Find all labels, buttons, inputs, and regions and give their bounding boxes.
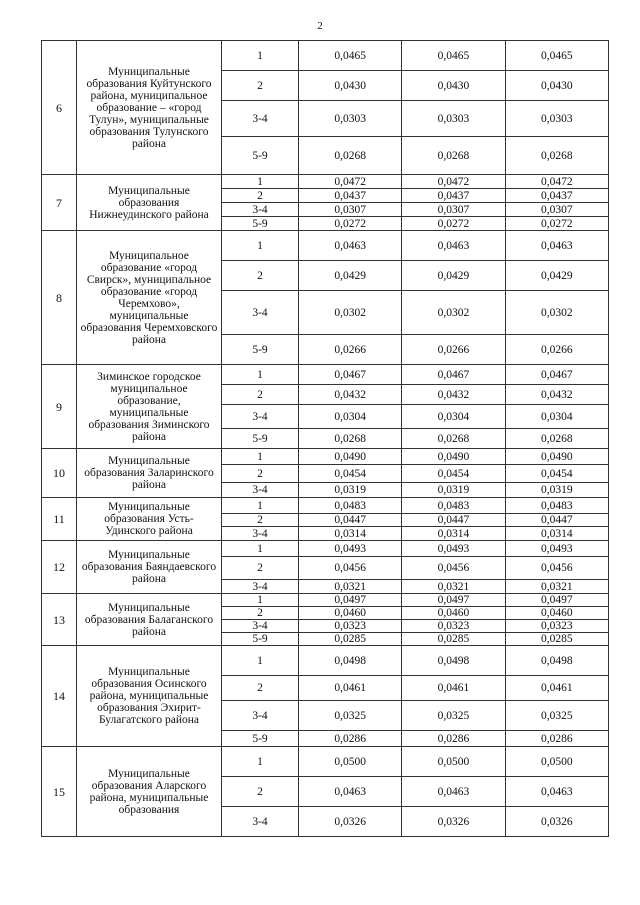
municipality-name: Муниципальные образования Баяндаевского района: [77, 541, 222, 594]
municipality-name: Муниципальные образования Нижнеудинского района: [77, 175, 222, 231]
value-cell: 0,0497: [402, 594, 505, 607]
class-cell: 2: [222, 71, 299, 101]
value-cell: 0,0454: [402, 465, 505, 483]
value-cell: 0,0319: [402, 483, 505, 498]
group-number: 7: [42, 175, 77, 231]
class-cell: 3-4: [222, 203, 299, 217]
class-cell: 2: [222, 607, 299, 620]
class-cell: 2: [222, 557, 299, 580]
municipality-name: Муниципальные образования Осинского района, муниципальные образования Эхирит-Булагатского района: [77, 646, 222, 747]
value-cell: 0,0483: [505, 498, 608, 514]
value-cell: 0,0500: [505, 747, 608, 777]
municipality-name: Муниципальные образования Заларинского района: [77, 449, 222, 498]
value-cell: 0,0447: [402, 514, 505, 527]
value-cell: 0,0429: [402, 261, 505, 291]
value-cell: 0,0461: [402, 676, 505, 701]
class-cell: 3-4: [222, 701, 299, 731]
value-cell: 0,0430: [505, 71, 608, 101]
value-cell: 0,0285: [505, 633, 608, 646]
value-cell: 0,0498: [402, 646, 505, 676]
value-cell: 0,0325: [505, 701, 608, 731]
value-cell: 0,0272: [299, 217, 402, 231]
value-cell: 0,0432: [505, 385, 608, 405]
value-cell: 0,0498: [299, 646, 402, 676]
class-cell: 1: [222, 41, 299, 71]
value-cell: 0,0456: [299, 557, 402, 580]
value-cell: 0,0437: [299, 189, 402, 203]
value-cell: 0,0483: [299, 498, 402, 514]
value-cell: 0,0460: [505, 607, 608, 620]
value-cell: 0,0463: [505, 231, 608, 261]
value-cell: 0,0463: [299, 777, 402, 807]
table-row: [42, 231, 609, 261]
value-cell: 0,0467: [299, 365, 402, 385]
class-cell: 3-4: [222, 291, 299, 335]
group-number: 14: [42, 646, 77, 747]
class-cell: 2: [222, 514, 299, 527]
value-cell: 0,0307: [402, 203, 505, 217]
value-cell: 0,0472: [402, 175, 505, 189]
table-row: [42, 498, 609, 514]
value-cell: 0,0314: [505, 527, 608, 541]
class-cell: 5-9: [222, 137, 299, 175]
value-cell: 0,0303: [299, 101, 402, 137]
class-cell: 5-9: [222, 335, 299, 365]
value-cell: 0,0467: [505, 365, 608, 385]
municipality-name: Муниципальное образование «город Свирск», муниципальное образование «город Черемхово», муниципальные образования Черемховского района: [77, 231, 222, 365]
value-cell: 0,0493: [505, 541, 608, 557]
value-cell: 0,0490: [402, 449, 505, 465]
municipality-name: Муниципальные образования Балаганского района: [77, 594, 222, 646]
value-cell: 0,0321: [505, 580, 608, 594]
value-cell: 0,0472: [299, 175, 402, 189]
value-cell: 0,0302: [505, 291, 608, 335]
value-cell: 0,0432: [402, 385, 505, 405]
value-cell: 0,0454: [299, 465, 402, 483]
value-cell: 0,0465: [299, 41, 402, 71]
value-cell: 0,0307: [299, 203, 402, 217]
value-cell: 0,0314: [299, 527, 402, 541]
value-cell: 0,0437: [402, 189, 505, 203]
value-cell: 0,0463: [505, 777, 608, 807]
value-cell: 0,0302: [402, 291, 505, 335]
value-cell: 0,0430: [402, 71, 505, 101]
group-number: 12: [42, 541, 77, 594]
table-row: [42, 175, 609, 189]
value-cell: 0,0429: [299, 261, 402, 291]
value-cell: 0,0465: [402, 41, 505, 71]
value-cell: 0,0456: [402, 557, 505, 580]
class-cell: 2: [222, 385, 299, 405]
municipality-name: Муниципальные образования Куйтунского района, муниципальное образование – «город Тулун», муниципальные образования Тулунского района: [77, 41, 222, 175]
municipality-name: Муниципальные образования Усть-Удинского района: [77, 498, 222, 541]
value-cell: 0,0498: [505, 646, 608, 676]
group-number: 10: [42, 449, 77, 498]
class-cell: 3-4: [222, 807, 299, 837]
value-cell: 0,0303: [402, 101, 505, 137]
value-cell: 0,0268: [402, 137, 505, 175]
value-cell: 0,0319: [505, 483, 608, 498]
class-cell: 3-4: [222, 405, 299, 429]
value-cell: 0,0497: [505, 594, 608, 607]
value-cell: 0,0304: [402, 405, 505, 429]
value-cell: 0,0272: [505, 217, 608, 231]
value-cell: 0,0454: [505, 465, 608, 483]
value-cell: 0,0323: [402, 620, 505, 633]
value-cell: 0,0268: [299, 429, 402, 449]
group-number: 6: [42, 41, 77, 175]
class-cell: 3-4: [222, 527, 299, 541]
group-number: 11: [42, 498, 77, 541]
value-cell: 0,0463: [402, 231, 505, 261]
value-cell: 0,0463: [402, 777, 505, 807]
class-cell: 1: [222, 541, 299, 557]
value-cell: 0,0432: [299, 385, 402, 405]
value-cell: 0,0325: [299, 701, 402, 731]
value-cell: 0,0472: [505, 175, 608, 189]
value-cell: 0,0304: [505, 405, 608, 429]
value-cell: 0,0323: [505, 620, 608, 633]
class-cell: 1: [222, 175, 299, 189]
class-cell: 2: [222, 261, 299, 291]
value-cell: 0,0268: [505, 137, 608, 175]
value-cell: 0,0430: [299, 71, 402, 101]
class-cell: 2: [222, 676, 299, 701]
table-row: [42, 541, 609, 557]
page-number: 2: [317, 20, 323, 32]
class-cell: 1: [222, 449, 299, 465]
value-cell: 0,0490: [505, 449, 608, 465]
value-cell: 0,0326: [299, 807, 402, 837]
value-cell: 0,0465: [505, 41, 608, 71]
value-cell: 0,0325: [402, 701, 505, 731]
value-cell: 0,0286: [505, 731, 608, 747]
value-cell: 0,0285: [299, 633, 402, 646]
value-cell: 0,0460: [299, 607, 402, 620]
class-cell: 3-4: [222, 580, 299, 594]
class-cell: 3-4: [222, 620, 299, 633]
value-cell: 0,0268: [402, 429, 505, 449]
value-cell: 0,0493: [299, 541, 402, 557]
value-cell: 0,0497: [299, 594, 402, 607]
value-cell: 0,0302: [299, 291, 402, 335]
table-row: [42, 449, 609, 465]
class-cell: 2: [222, 465, 299, 483]
value-cell: 0,0500: [299, 747, 402, 777]
group-number: 13: [42, 594, 77, 646]
value-cell: 0,0437: [505, 189, 608, 203]
value-cell: 0,0266: [402, 335, 505, 365]
municipality-name: Муниципальные образования Аларского района, муниципальные образования: [77, 747, 222, 837]
class-cell: 1: [222, 498, 299, 514]
municipality-name: Зиминское городское муниципальное образование, муниципальные образования Зиминского района: [77, 365, 222, 449]
value-cell: 0,0268: [299, 137, 402, 175]
value-cell: 0,0319: [299, 483, 402, 498]
value-cell: 0,0463: [299, 231, 402, 261]
coefficients-table: [41, 40, 609, 837]
value-cell: 0,0303: [505, 101, 608, 137]
value-cell: 0,0461: [299, 676, 402, 701]
value-cell: 0,0323: [299, 620, 402, 633]
class-cell: 2: [222, 777, 299, 807]
class-cell: 1: [222, 646, 299, 676]
value-cell: 0,0467: [402, 365, 505, 385]
class-cell: 1: [222, 594, 299, 607]
class-cell: 5-9: [222, 731, 299, 747]
group-number: 9: [42, 365, 77, 449]
class-cell: 3-4: [222, 483, 299, 498]
table-row: [42, 646, 609, 676]
value-cell: 0,0268: [505, 429, 608, 449]
table-row: [42, 594, 609, 607]
group-number: 8: [42, 231, 77, 365]
value-cell: 0,0447: [299, 514, 402, 527]
table-row: [42, 41, 609, 71]
class-cell: 1: [222, 365, 299, 385]
value-cell: 0,0307: [505, 203, 608, 217]
value-cell: 0,0429: [505, 261, 608, 291]
value-cell: 0,0460: [402, 607, 505, 620]
value-cell: 0,0483: [402, 498, 505, 514]
value-cell: 0,0314: [402, 527, 505, 541]
table-row: [42, 365, 609, 385]
value-cell: 0,0266: [505, 335, 608, 365]
class-cell: 5-9: [222, 633, 299, 646]
value-cell: 0,0272: [402, 217, 505, 231]
class-cell: 5-9: [222, 217, 299, 231]
value-cell: 0,0447: [505, 514, 608, 527]
class-cell: 1: [222, 231, 299, 261]
value-cell: 0,0286: [402, 731, 505, 747]
class-cell: 5-9: [222, 429, 299, 449]
value-cell: 0,0461: [505, 676, 608, 701]
value-cell: 0,0266: [299, 335, 402, 365]
class-cell: 3-4: [222, 101, 299, 137]
value-cell: 0,0326: [402, 807, 505, 837]
value-cell: 0,0493: [402, 541, 505, 557]
value-cell: 0,0286: [299, 731, 402, 747]
value-cell: 0,0326: [505, 807, 608, 837]
value-cell: 0,0490: [299, 449, 402, 465]
table-row: [42, 747, 609, 777]
value-cell: 0,0321: [402, 580, 505, 594]
value-cell: 0,0304: [299, 405, 402, 429]
value-cell: 0,0321: [299, 580, 402, 594]
value-cell: 0,0285: [402, 633, 505, 646]
class-cell: 2: [222, 189, 299, 203]
value-cell: 0,0456: [505, 557, 608, 580]
group-number: 15: [42, 747, 77, 837]
value-cell: 0,0500: [402, 747, 505, 777]
class-cell: 1: [222, 747, 299, 777]
